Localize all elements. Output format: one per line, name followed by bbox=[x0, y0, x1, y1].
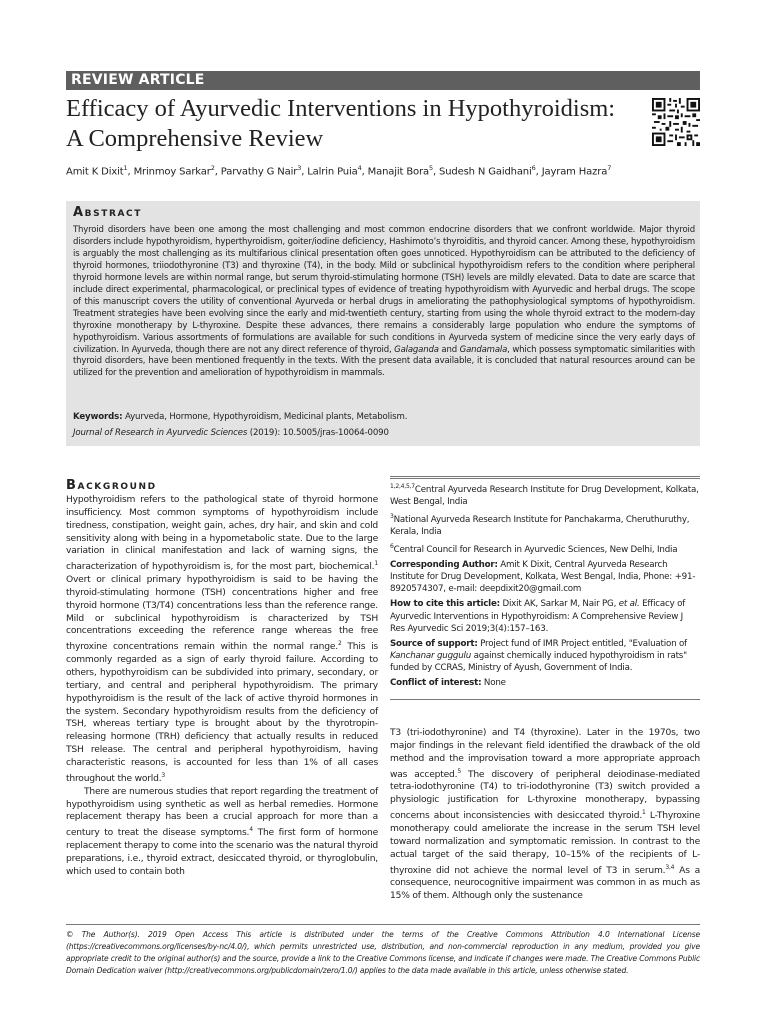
keywords-list: Ayurveda, Hormone, Hypothyroidism, Medicinal plants, Metabolism. bbox=[122, 412, 408, 422]
reference-number: 3,4 bbox=[665, 863, 675, 871]
affiliation bbox=[390, 541, 700, 556]
affiliation-number: 6 bbox=[390, 543, 394, 551]
author-affiliation-number: 2 bbox=[210, 164, 215, 172]
keywords-label: Keywords: bbox=[73, 412, 123, 422]
reference-number: 2 bbox=[337, 640, 342, 648]
author-name: Parvathy G Nair bbox=[220, 166, 298, 178]
how-to-cite-label: How to cite this article: bbox=[390, 599, 500, 610]
author-name: Manajit Bora bbox=[367, 166, 429, 178]
abstract-text-part: , which possess symptomatic similarities with thyroid disorders, have been mentioned frequently in the texts. With the present data available, it is concluded that natural resources around can be utilized for the prevention and amelioration of hypothyroidism in mammals. bbox=[73, 344, 695, 379]
abstract-heading: Abstract bbox=[73, 205, 142, 220]
corresponding-author-label: Corresponding Author: bbox=[390, 560, 498, 571]
text-run: As a consequence, neurocognitive impairment was common in as much as 15% of them. Although only the sustenance bbox=[390, 865, 700, 902]
affiliation-number: 3 bbox=[390, 513, 394, 521]
background-body bbox=[66, 494, 378, 879]
article-type-banner bbox=[66, 71, 700, 90]
author-name: Sudesh N Gaidhani bbox=[439, 166, 532, 178]
affiliation bbox=[390, 511, 700, 538]
text-run: This is commonly regarded as a sign of early thyroid failure. According to others, hypothyroidism can be subdivided into primary, secondary, or tertiary, and central and peripheral hypothyroidism. The primary hypothyroidism is the result of the lack of active thyroid hormones in the system. Secondary hypothyroidism results from the deficiency of TSH, whereas tertiary type is brought about by the thyrotropin-releasing hormone (TRH) deficiency that actually results in reduced TSH release. The central and peripheral hypothyroidism, having characteristic reasons, is accounted for less than 1% of all cases throughout the world. bbox=[66, 642, 378, 784]
article-title: Efficacy of Ayurvedic Interventions in Hypothyroidism: A Comprehensive Review bbox=[66, 95, 616, 152]
author-affiliation-number: 5 bbox=[428, 164, 433, 172]
author-affiliation-number: 1 bbox=[123, 164, 128, 172]
how-to-cite-italic: et al. bbox=[618, 599, 640, 610]
author-affiliation-number: 3 bbox=[297, 164, 302, 172]
background-heading: Background bbox=[66, 478, 157, 493]
conflict-of-interest-text: None bbox=[481, 677, 506, 688]
reference-number: 1 bbox=[374, 560, 378, 568]
affiliation-text: Central Council for Research in Ayurvedic Sciences, New Delhi, India bbox=[393, 545, 678, 556]
how-to-cite-text: Dixit AK, Sarkar M, Nair PG, bbox=[499, 599, 619, 610]
background-paragraph bbox=[66, 494, 378, 786]
source-of-support-italic: Kanchanar guggulu bbox=[390, 650, 472, 661]
qr-code-icon bbox=[652, 98, 700, 146]
text-run: Hypothyroidism refers to the pathological state of thyroid hormone insufficiency. Most common symptoms of hypothyroidism include tiredness, constipation, weight gain, aches, dry hair, and skin and cold sensitivity along with being in a hypometabolic state. Due to the large variation in clinical manifestation and lack of warning signs, the characterization of hypothyroidism is, for the most part, biochemical. bbox=[66, 495, 378, 573]
affiliation bbox=[390, 481, 700, 508]
reference-number: 1 bbox=[642, 809, 646, 817]
author-name: Mrinmoy Sarkar bbox=[133, 166, 211, 178]
text-run: T3 (tri-iodothyronine) and T4 (thyroxine). Later in the 1970s, two major findings in the relevant field identified the drawback of the old method and the improvisation toward a more appropriate approach was accepted. bbox=[390, 728, 700, 780]
journal-citation bbox=[73, 428, 695, 438]
abstract-text bbox=[73, 225, 695, 380]
abstract-text-part: and bbox=[438, 344, 460, 355]
article-type-label: REVIEW ARTICLE bbox=[71, 72, 205, 88]
conflict-of-interest bbox=[390, 677, 700, 689]
source-of-support-text: against chemically induced hypothyroidism in rats" funded by CCRAS, Ministry of Ayush, Government of India. bbox=[390, 650, 687, 673]
author-name: Lalrin Puia bbox=[307, 166, 358, 178]
body-paragraph bbox=[390, 727, 700, 903]
author-affiliation-number: 6 bbox=[531, 164, 536, 172]
license-footer: © The Author(s). 2019 Open Access This article is distributed under the terms of the Creative Commons Attribution 4.0 International License (https://creativecommons.org/licenses/by-nc/4.0/), which permits unrestricted use, distribution, and non-commercial reproduction in any medium, provided you give appropriate credit to the original author(s) and the source, provide a link to the Creative Commons license, and indicate if changes were made. The Creative Commons Public Domain Dedication waiver (http://creativecommons.org/publicdomain/zero/1.0/) applies to the data made available in this article, unless otherwise stated. bbox=[66, 930, 700, 975]
text-run: The first form of hormone replacement therapy to come into the scenario was the natural thyroid preparations, i.e., thyroid extract, desiccated thyroid, or thyroglobulin, which used to contain both bbox=[66, 828, 378, 877]
affiliation-number: 1,2,4,5,7 bbox=[390, 483, 415, 490]
background-paragraph bbox=[66, 786, 378, 879]
text-run: There are numerous studies that report regarding the treatment of hypothyroidism using synthetic as well as herbal remedies. Hormone replacement therapy has been a crucial approach for more than a century to treat the disease symptoms. bbox=[66, 786, 378, 839]
author-name: Jayram Hazra bbox=[541, 166, 608, 178]
abstract-text-part: Thyroid disorders have been one among the most challenging and most common endocrine disorders that we confront worldwide. Major thyroid disorders include hypothyroidism, hyperthyroidism, goiter/iodine deficiency, Hashimoto’s thyroiditis, and thyroid cancer. Among these, hypothyroidism is arguably the most challenging as its multifarious clinical presentation often goes unnoticed. Hypothyroidism can be attributed to the deficiency of thyroid hormones, triiodothyronine (T3) and thyroxine (T4), in the body. Mild or subclinical hypothyroidism refers to the condition where peripheral thyroid hormone levels are within normal range, but serum thyroid-stimulating hormone (TSH) levels are mildly elevated. Data to date are scarce that include direct experimental, pharmacological, or preclinical types of evidence of treating hypothyroidism with Ayurvedic and herbal drugs. The scope of this manuscript covers the utility of conventional Ayurveda or herbal drugs in ameliorating the pathophysiological symptoms of hypothyroidism. Treatment strategies have been evolving since the early and mid-twentieth century, starting from using the whole thyroid extract to the modern-day thyroxine monotherapy by L-thyroxine. Despite these advances, there remains a considerably large population who endure the symptoms of hypothyroidism. Various assortments of formulations are available for such conditions in Ayurveda system of medicine since the very early days of civilization. In Ayurveda, though there are not any direct reference of thyroid, bbox=[73, 225, 695, 355]
corresponding-author bbox=[390, 559, 700, 595]
corresponding-author-text: Amit K Dixit, Central Ayurveda Research Institute for Drug Development, Kolkata, West Bengal, India, Phone: +91-8920574307, e-mail: deepdixit20@gmail.com bbox=[390, 560, 696, 595]
author-name: Amit K Dixit bbox=[66, 166, 124, 178]
how-to-cite-text: Efficacy of Ayurvedic Interventions in Hypothyroidism: A Comprehensive Review J Res Ayurvedic Sci 2019;3(4):157–163. bbox=[390, 599, 686, 634]
author-affiliation-number: 7 bbox=[607, 164, 612, 172]
divider bbox=[390, 699, 700, 700]
reference-number: 4 bbox=[249, 826, 253, 834]
divider bbox=[66, 924, 700, 925]
affiliation-text: National Ayurveda Research Institute for Panchakarma, Cheruthuruthy, Kerala, India bbox=[390, 514, 690, 538]
journal-name: Journal of Research in Ayurvedic Sciences bbox=[73, 428, 248, 438]
conflict-of-interest-label: Conflict of interest: bbox=[390, 677, 482, 688]
source-of-support-text: Project fund of IMR Project entitled, "Evaluation of bbox=[477, 638, 687, 649]
source-of-support-label: Source of support: bbox=[390, 638, 478, 649]
divider bbox=[390, 478, 700, 479]
abstract-italic-term: Galaganda bbox=[394, 344, 439, 355]
affiliation-text: Central Ayurveda Research Institute for Drug Development, Kolkata, West Bengal, India bbox=[390, 484, 699, 507]
text-run: L-Thyroxine monotherapy could ameliorate the increase in the serum TSH level toward normalization and symptomatic remission. In contrast to the actual target of the said therapy, 10–15% of the recipients of L-thyroxine did not achieve the normal level of T3 in serum. bbox=[390, 811, 700, 876]
affiliations-block bbox=[390, 481, 700, 692]
abstract-italic-term: Gandamala bbox=[459, 344, 508, 355]
source-of-support bbox=[390, 638, 700, 674]
author-list: Amit K Dixit$^1$, Mrinmoy Sarkar$^2$, Parvathy G Nair$^3$, Lalrin Puia$^4$, Manajit Bora$^5$, Sudesh N Gaidhani$^6$, Jayram Hazra$^7$ bbox=[66, 164, 612, 178]
author-affiliation-number: 4 bbox=[357, 164, 362, 172]
divider bbox=[390, 476, 700, 477]
journal-doi: (2019): 10.5005/jras-10064-0090 bbox=[247, 428, 389, 438]
body-text-right bbox=[390, 727, 700, 903]
text-run: Overt or clinical primary hypothyroidism is said to be having the thyroid-stimulating hormone (TSH) concentrations higher and free thyroid hormone (T3/T4) concentrations less than the reference range. Mild or subclinical hypothyroidism is characterized by TSH concentrations exceeding the reference range whereas the free thyroxine concentrations remain within the normal range. bbox=[66, 575, 378, 653]
keywords bbox=[73, 412, 695, 422]
reference-number: 3 bbox=[161, 771, 166, 779]
how-to-cite bbox=[390, 598, 700, 634]
reference-number: 5 bbox=[457, 767, 461, 775]
text-run: The discovery of peripheral deiodinase-mediated tetra-iodothyronine (T4) to tri-iodothyronine (T3) switch provided a physiologic justification for L-thyroxine monotherapy, bypassing concerns about inconsistencies with desiccated thyroid. bbox=[390, 769, 700, 822]
